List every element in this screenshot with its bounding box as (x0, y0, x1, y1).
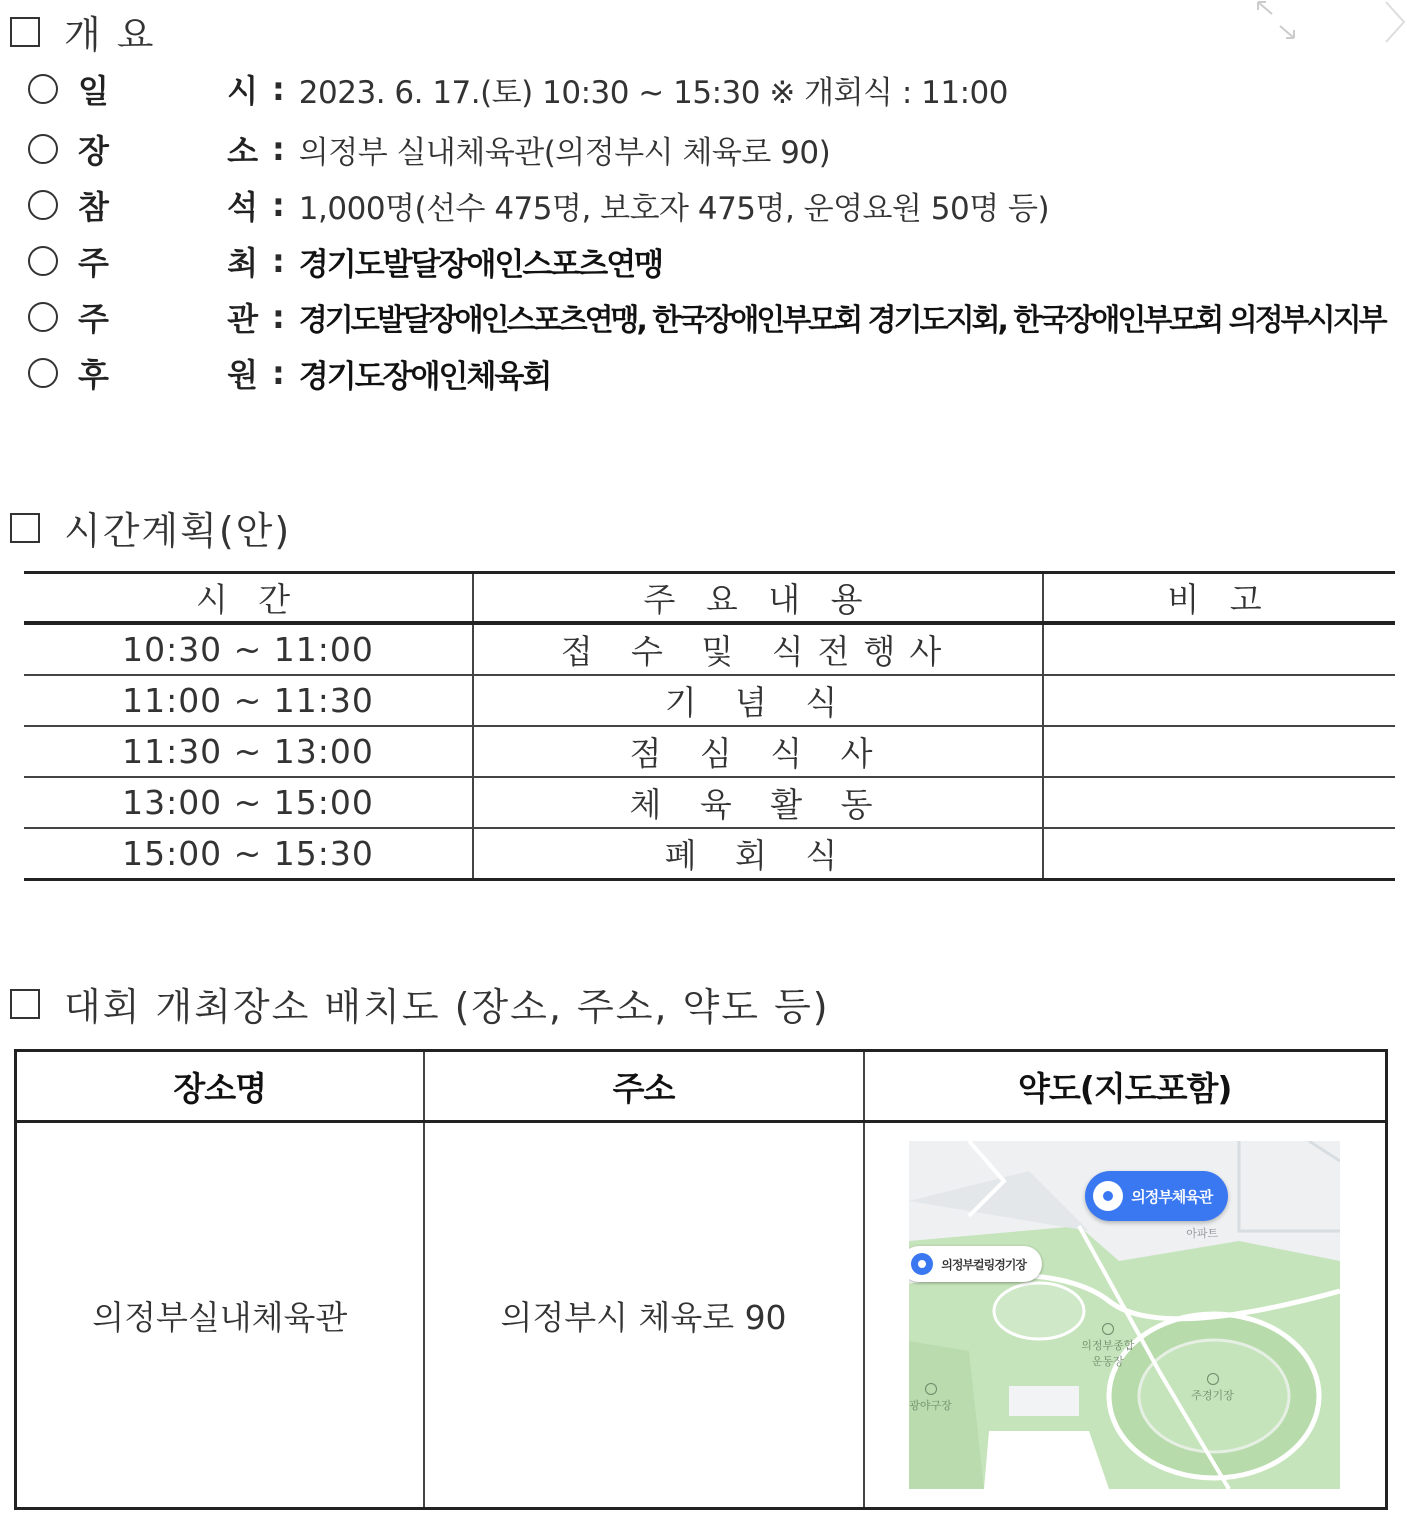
overview-label: 후 원 (78, 356, 258, 394)
table-row (16, 1122, 1387, 1509)
circle-marker-icon (1207, 1373, 1219, 1385)
map-label-apartment: 아파트 (1186, 1227, 1219, 1240)
cell-time: 10:30 ~ 11:00 (24, 623, 473, 675)
header-time: 시 간 (24, 573, 473, 624)
overview-value: 2023. 6. 17.(토) 10:30 ~ 15:30 ※ 개회식 : 11:00 (298, 74, 1008, 111)
venue-title: 대회 개최장소 배치도 (장소, 주소, 약도 등) (64, 985, 830, 1029)
cell-content: 체 육 활 동 (473, 777, 1043, 828)
schedule-header-row (24, 573, 1395, 624)
cell-note (1043, 726, 1395, 777)
map-label-baseball: 광야구장 (909, 1383, 952, 1413)
header-note: 비 고 (1043, 573, 1395, 624)
circle-bullet-icon (28, 134, 58, 164)
cell-time: 15:00 ~ 15:30 (24, 828, 473, 880)
cell-time: 11:30 ~ 13:00 (24, 726, 473, 777)
schedule-heading (10, 500, 291, 555)
overview-row-date (28, 64, 1008, 114)
location-pin-icon (1093, 1181, 1123, 1211)
overview-value: 의정부 실내체육관(의정부시 체육로 90) (298, 134, 831, 171)
overview-label: 주 관 (78, 300, 258, 338)
checkbox-icon (10, 989, 40, 1019)
overview-value: 1,000명(선수 475명, 보호자 475명, 운영요원 50명 등) (298, 190, 1050, 227)
circle-bullet-icon (28, 358, 58, 388)
schedule-table (24, 571, 1395, 881)
chevron-right-icon[interactable] (1380, 0, 1407, 45)
cell-note (1043, 675, 1395, 726)
checkbox-icon (10, 513, 40, 543)
circle-marker-icon (1102, 1323, 1114, 1335)
overview-row-host (28, 236, 662, 286)
venue-pin[interactable] (1085, 1171, 1228, 1221)
colon: : (272, 186, 285, 224)
venue-header-row (16, 1051, 1387, 1122)
overview-value: 경기도발달장애인스포츠연맹 (298, 246, 663, 283)
circle-marker-icon (925, 1383, 937, 1395)
table-row (24, 777, 1395, 828)
header-venue-name: 장소명 (16, 1051, 424, 1122)
table-row (24, 828, 1395, 880)
expand-icon[interactable] (1250, 0, 1310, 45)
overview-row-place (28, 124, 830, 174)
curling-pin[interactable] (909, 1246, 1042, 1282)
circle-bullet-icon (28, 246, 58, 276)
checkbox-icon (10, 17, 40, 47)
overview-label: 장 소 (78, 132, 258, 170)
location-pin-icon (911, 1253, 933, 1275)
overview-label: 참 석 (78, 188, 258, 226)
map-cell (864, 1122, 1387, 1509)
cell-content: 점 심 식 사 (473, 726, 1043, 777)
venue-address: 의정부시 체육로 90 (424, 1122, 864, 1509)
venue-table (14, 1049, 1388, 1510)
overview-title: 개 요 (64, 13, 156, 57)
curling-pin-label: 의정부컬링경기장 (941, 1257, 1026, 1272)
overview-label: 주 최 (78, 244, 258, 282)
overview-heading (10, 4, 156, 59)
circle-bullet-icon (28, 302, 58, 332)
schedule-title: 시간계획(안) (64, 509, 292, 553)
cell-note (1043, 623, 1395, 675)
cell-content: 접 수 및 식전행사 (473, 623, 1043, 675)
cell-time: 13:00 ~ 15:00 (24, 777, 473, 828)
overview-row-organizer (28, 292, 1385, 342)
colon: : (272, 354, 285, 392)
cell-time: 11:00 ~ 11:30 (24, 675, 473, 726)
colon: : (272, 298, 285, 336)
overview-row-sponsor (28, 348, 550, 398)
venue-name: 의정부실내체육관 (92, 1297, 348, 1337)
overview-value: 경기도발달장애인스포츠연맹, 한국장애인부모회 경기도지회, 한국장애인부모회 의정부시지부 (298, 303, 1385, 338)
overview-label: 일 시 (78, 72, 258, 110)
header-map: 약도(지도포함) (864, 1051, 1387, 1122)
colon: : (272, 242, 285, 280)
overview-value: 경기도장애인체육회 (298, 358, 551, 395)
cell-content: 폐 회 식 (473, 828, 1043, 880)
cell-note (1043, 777, 1395, 828)
table-row (24, 623, 1395, 675)
header-content: 주 요 내 용 (473, 573, 1043, 624)
venue-heading (10, 976, 830, 1031)
map-label-stadium: 의정부종합 운동장 (1081, 1323, 1134, 1369)
cell-note (1043, 828, 1395, 880)
circle-bullet-icon (28, 190, 58, 220)
table-row (24, 675, 1395, 726)
table-row (24, 726, 1395, 777)
overview-row-attendees (28, 180, 1049, 230)
venue-map[interactable] (909, 1141, 1340, 1489)
header-address: 주소 (424, 1051, 864, 1122)
circle-bullet-icon (28, 74, 58, 104)
colon: : (272, 130, 285, 168)
venue-pin-label: 의정부체육관 (1131, 1187, 1213, 1206)
cell-content: 기 념 식 (473, 675, 1043, 726)
colon: : (272, 70, 285, 108)
map-label-track: 주경기장 (1191, 1373, 1234, 1403)
